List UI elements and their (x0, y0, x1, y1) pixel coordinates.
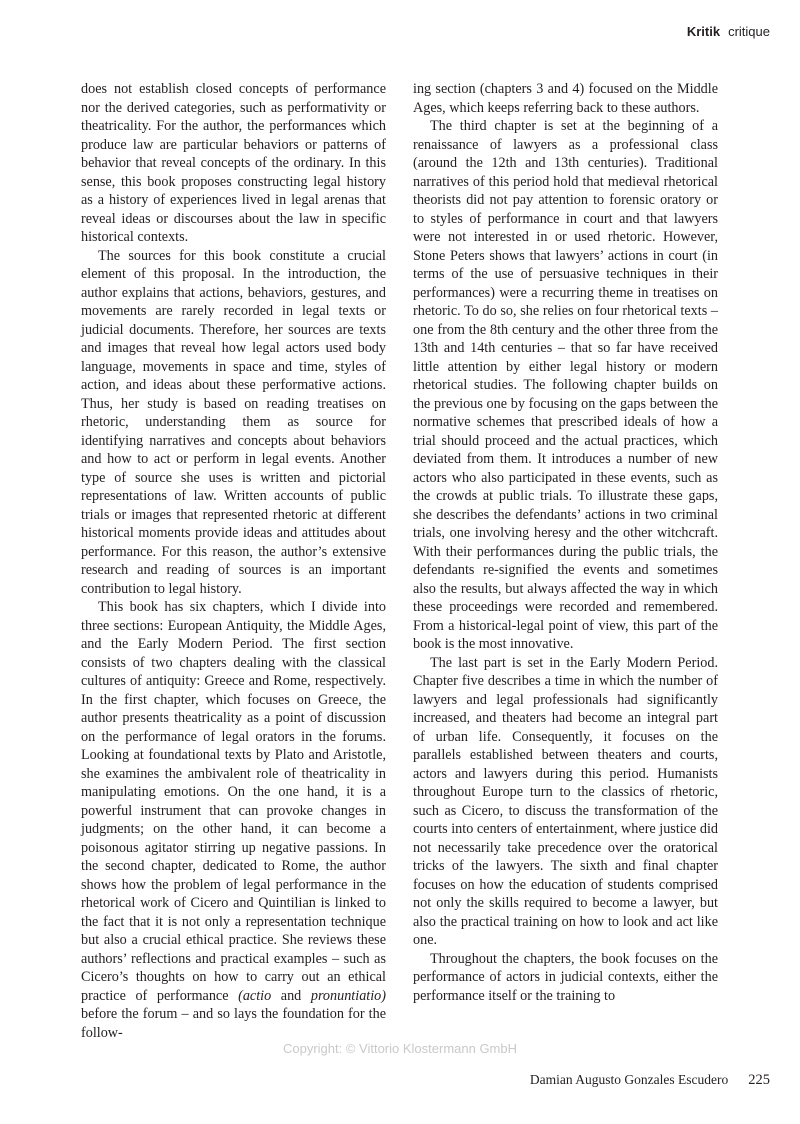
paragraph: ing section (chapters 3 and 4) focused on the Middle Ages, which keeps referring back to these authors. (413, 81, 718, 116)
running-header (687, 24, 770, 39)
paragraph-text: This book has six chapters, which I divide into three sections: European Antiquity, the Middle Ages, and the Early Modern Period. The first section consists of two chapters dealing with the classical cultures of antiquity: Greece and Rome, respectively. In the first chapter, which focuses on Greece, the author presents theatricality as a point of discussion on the performance of legal orators in the forums. Looking at foundational texts by Plato and Aristotle, she examines the ambivalent role of theatricality in manipulating emotions. On the one hand, it is a powerful instrument that can provoke changes in judgments; on the other hand, it can become a poisonous agitator stirring up negative passions. In the second chapter, dedicated to Rome, the author shows how the problem of legal performance in the rhetorical work of Cicero and Quintilian is linked to the fact that it is not only a representation technique but also a crucial ethical practice. She reviews these authors’ reflections and practical examples – such as Cicero’s thoughts on how to carry out an ethical practice of performance (81, 599, 386, 1004)
journal-name: Kritik (686, 24, 721, 39)
page-number: 225 (748, 1072, 770, 1088)
right-column (413, 80, 718, 1005)
footer-author: Damian Augusto Gonzales Escudero (529, 1072, 729, 1087)
paragraph: The sources for this book constitute a crucial element of this proposal. In the introduction, the author explains that actions, behaviors, gestures, and movements are rarely recorded in legal texts or judicial documents. Therefore, her sources are texts and images that reveal how legal actors used body language, movements in space and time, styles of action, and ideas about these performative actions. Thus, her study is based on reading treatises on rhetoric, understanding them as source for identifying narratives and concepts about behaviors and how to act or perform in legal events. Another type of source she uses is written and pictorial representations of law. Written accounts of public trials or images that represented rhetoric at different historical moments provide ideas and attitudes about performance. For this reason, the author’s extensive research and reading of sources is an important contribution to legal history. (81, 247, 386, 597)
paragraph (81, 598, 386, 1042)
latin-term-pronuntiatio: pronuntiatio) (310, 987, 386, 1004)
paragraph-text: and (271, 987, 311, 1004)
paragraph: does not establish closed concepts of performance nor the derived categories, such as performativity or theatricality. For the author, the performances which produce law are particular behaviors or patterns of behavior that reveal concepts of the ordinary. In this sense, this book proposes constructing legal history as a history of experiences lived in legal arenas that reveal ideas or discourses about the law in specific historical contexts. (81, 81, 386, 245)
left-column (81, 80, 386, 1042)
paragraph: The last part is set in the Early Modern Period. Chapter five describes a time in which the number of lawyers and legal professionals had significantly increased, and theaters had become an integral part of urban life. Consequently, it focuses on the parallels established between theaters and courts, actors and lawyers during this period. Humanists throughout Europe turn to the classics of rhetoric, such as Cicero, to discuss the transformation of the courts into centers of entertainment, where justice did not necessarily take precedence over the oratorical tricks of the lawyers. The sixth and final chapter focuses on how the education of students comprised not only the skills required to become a lawyer, but also the practical training on how to look and act like one. (413, 654, 718, 948)
page-footer (530, 1072, 770, 1089)
section-name: critique (728, 24, 770, 39)
paragraph: Throughout the chapters, the book focuses on the performance of actors in judicial contexts, either the performance itself or the training to (413, 950, 718, 1004)
paragraph-text: before the forum – and so lays the foundation for the follow- (81, 1006, 386, 1041)
latin-term-actio: (actio (238, 987, 272, 1004)
paragraph: The third chapter is set at the beginning of a renaissance of lawyers as a professional class (around the 12th and 13th centuries). Traditional narratives of this period hold that medieval rhetorical theorists did not pay attention to forensic oratory or to styles of performance in court and that lawyers were not interested in or used rhetoric. However, Stone Peters shows that lawyers’ actions in court (in terms of the use of persuasive techniques in their performances) were a recurring theme in treatises on rhetoric. To do so, she relies on four rhetorical texts – one from the 8th century and the other three from the 13th and 14th centuries – that so far have received little attention by either legal history or modern rhetorical studies. The following chapter builds on the previous one by focusing on the gaps between the normative schemes that prescribed ideals of how a trial should proceed and the actual practices, which deviated from them. It introduces a number of new actors who also participated in these events, such as the crowds at public trials. To illustrate these gaps, she describes the defendants’ actions in two criminal trials, one involving heresy and the other witchcraft. With their performances during the public trials, the defendants re-signified the events and sometimes also the results, but always affected the way in which these proceedings were recorded and remembered. From a historical-legal point of view, this part of the book is the most innovative. (413, 118, 718, 652)
copyright-watermark: Copyright: © Vittorio Klostermann GmbH (282, 1041, 518, 1056)
